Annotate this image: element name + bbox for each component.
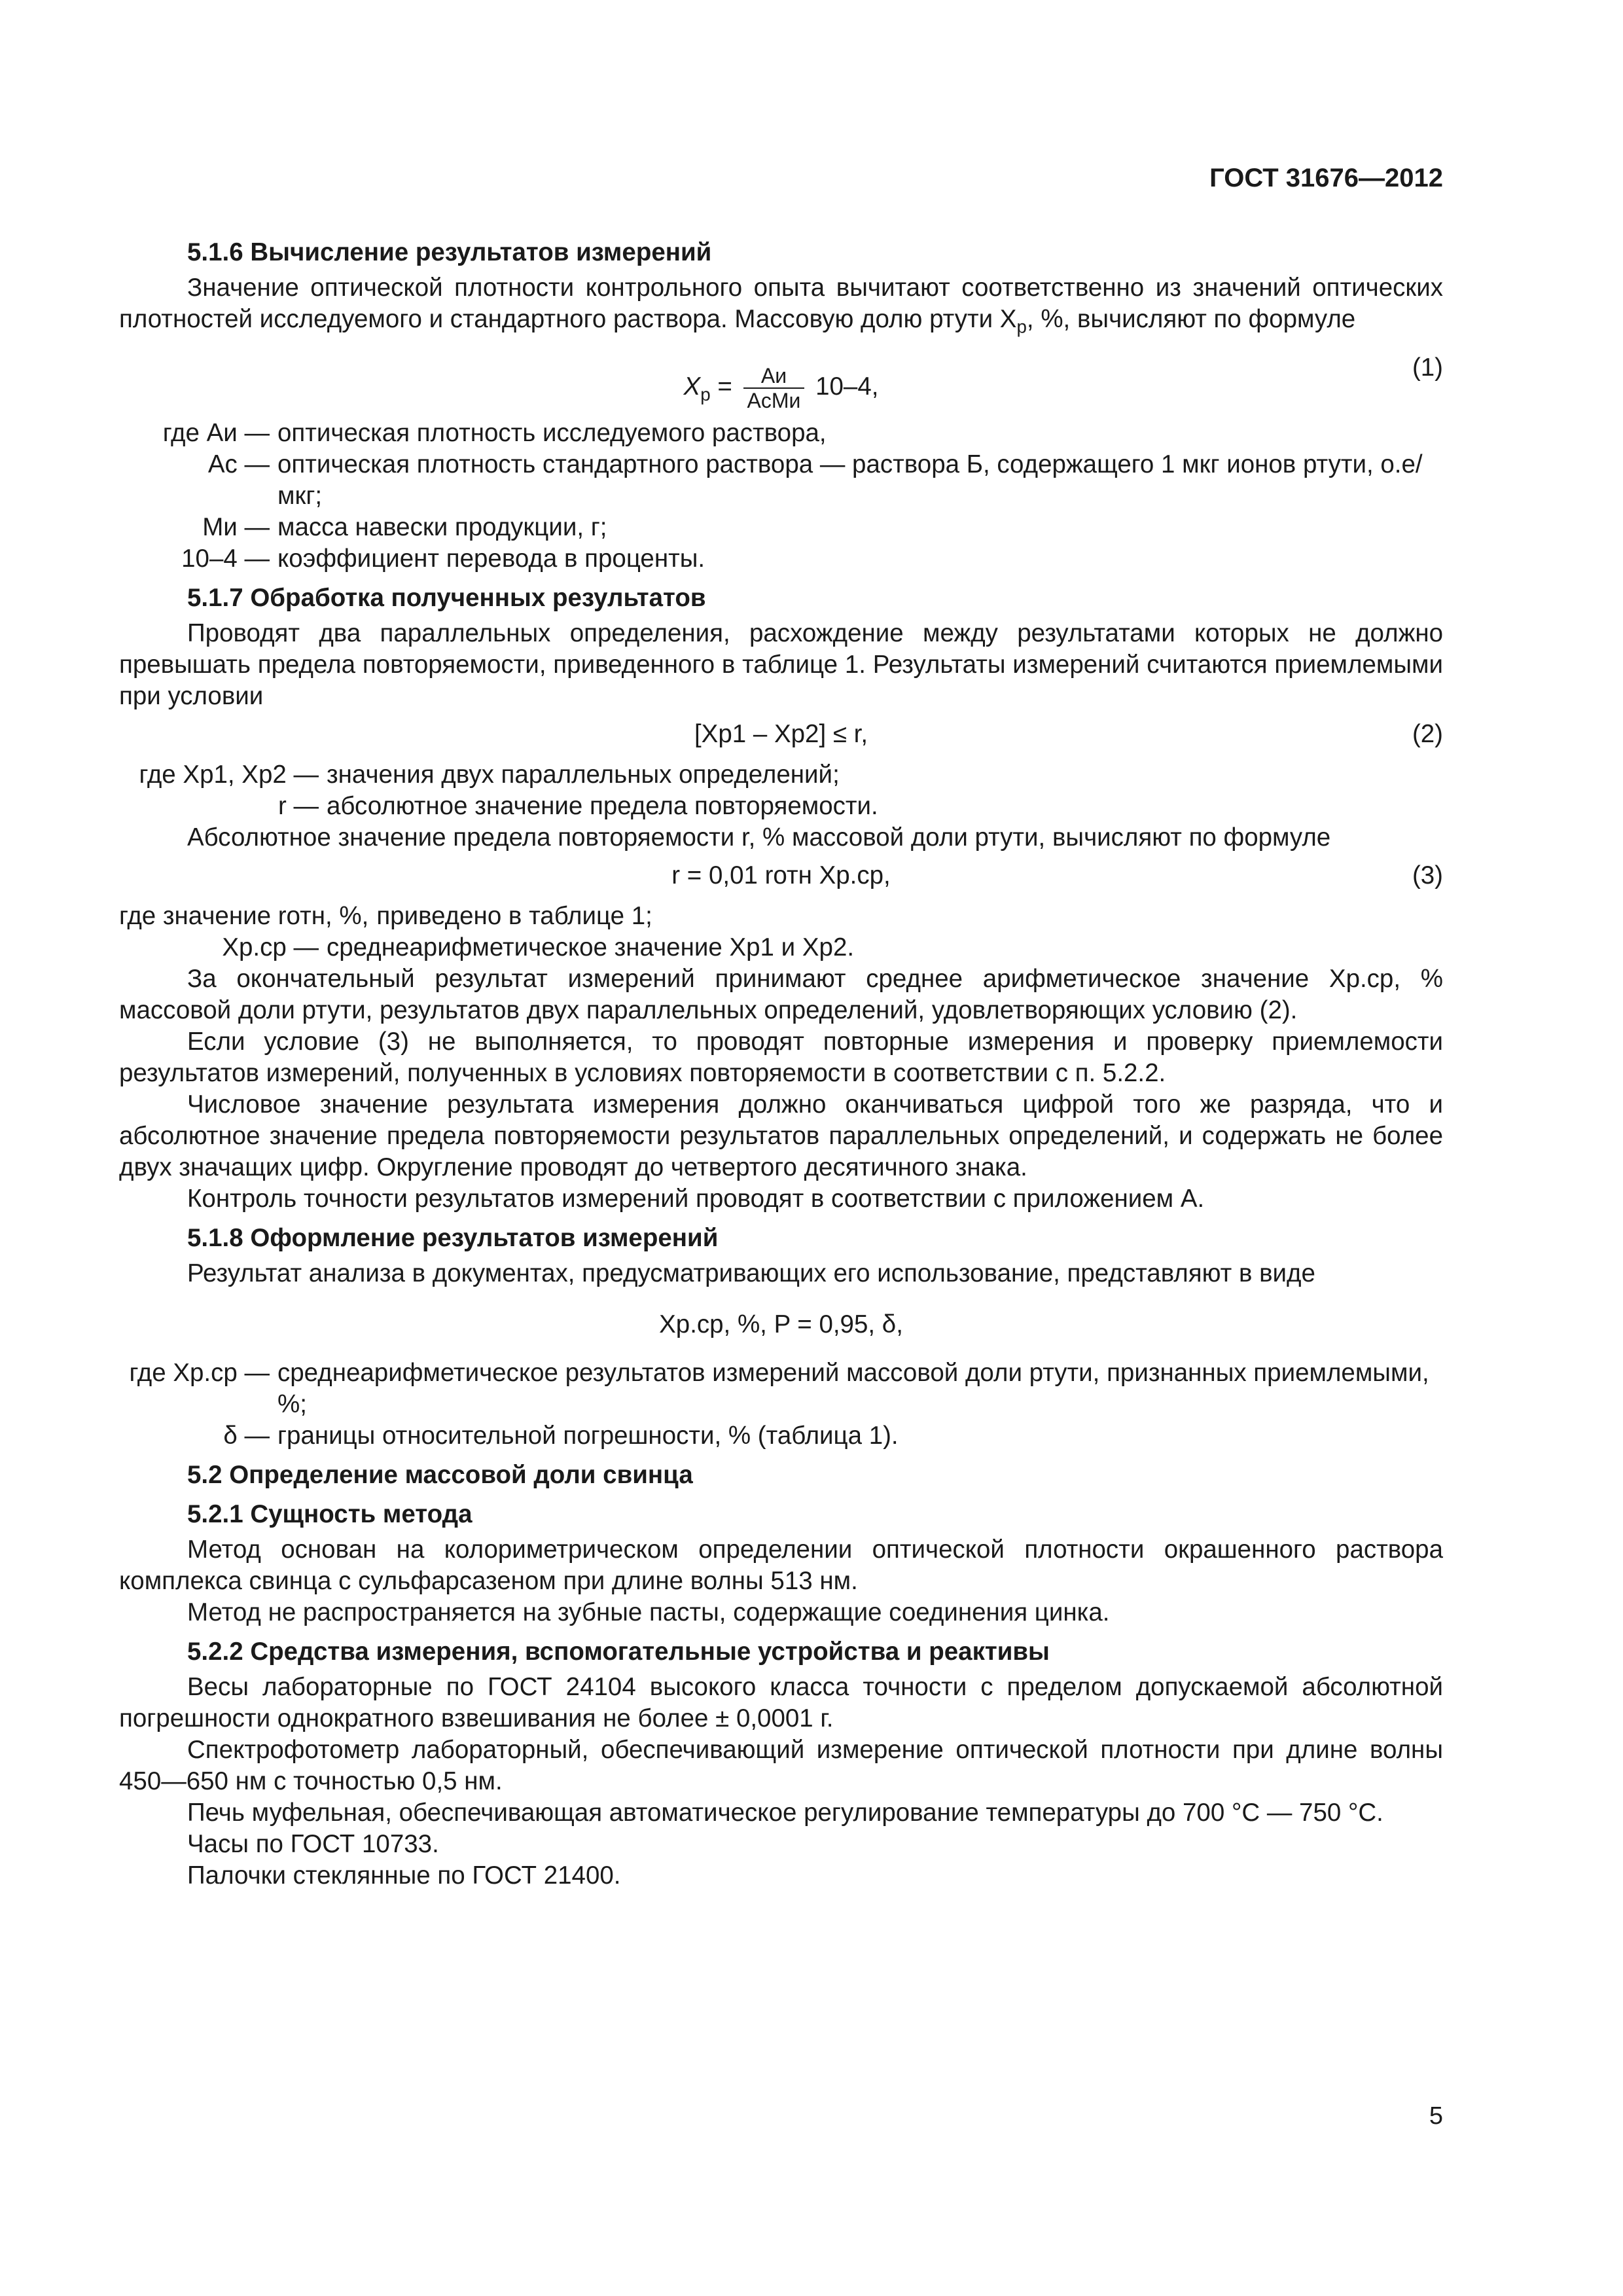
legend-symbol: Aс —: [207, 450, 270, 478]
document-header: ГОСТ 31676—2012: [1209, 164, 1443, 192]
legend-list: [119, 901, 1443, 963]
formula-tail: 10–4,: [808, 372, 879, 401]
legend-row: [119, 759, 1443, 791]
formula-2: [119, 716, 1443, 754]
paragraph: Метод основан на колориметрическом определении оптической плотности окрашенного раствора комплекса свинца с сульфарсазеном при длине волны 513 нм.: [119, 1535, 1443, 1595]
section-heading-5-1-8: 5.1.8 Оформление результатов измерений: [187, 1223, 719, 1252]
fraction-numerator: Aи: [743, 364, 805, 389]
formula-expression: r = 0,01 rотн Xр.ср,: [671, 861, 891, 889]
formula-symbol: X: [683, 372, 701, 401]
paragraph: Проводят два параллельных определения, расхождение между результатами которых не должно превышать предела повторяемости, приведенного в таблице 1. Результаты измерений считаются приемлемыми при условии: [119, 619, 1443, 710]
legend-symbol: где значение rотн, %,: [119, 901, 369, 930]
legend-description: границы относительной погрешности, % (таблица 1).: [277, 1421, 899, 1450]
paragraph: Спектрофотометр лабораторный, обеспечивающий измерение оптической плотности при длине волны 450—650 нм с точностью 0,5 нм.: [119, 1735, 1443, 1795]
legend-description: значения двух параллельных определений;: [327, 760, 840, 789]
legend-row: [119, 543, 1443, 575]
legend-row: [119, 1420, 1443, 1452]
legend-description: оптическая плотность стандартного раствора — раствора Б, содержащего 1 мкг ионов ртути, о.е/мкг;: [277, 450, 1423, 510]
section-heading-5-2-2: 5.2.2 Средства измерения, вспомогательные устройства и реактивы: [187, 1637, 1050, 1666]
legend-description: масса навески продукции, г;: [277, 512, 607, 541]
section-heading-5-1-7: 5.1.7 Обработка полученных результатов: [187, 583, 706, 612]
paragraph: Абсолютное значение предела повторяемости r, % массовой доли ртути, вычисляют по формуле: [187, 823, 1331, 852]
formula-4: [119, 1293, 1443, 1352]
legend-symbol: r —: [277, 791, 319, 820]
formula-number: (1): [1412, 353, 1443, 382]
legend-description: абсолютное значение предела повторяемости.: [327, 791, 878, 820]
paragraph: Метод не распространяется на зубные пасты, содержащие соединения цинка.: [187, 1598, 1110, 1626]
paragraph-text: , %, вычисляют по формуле: [1026, 305, 1356, 333]
paragraph: Часы по ГОСТ 10733.: [187, 1829, 439, 1858]
legend-description: среднеарифметическое результатов измерений массовой доли ртути, признанных приемлемыми, %;: [277, 1358, 1429, 1418]
legend-symbol: где Xр.ср —: [129, 1358, 270, 1387]
legend-symbol: Xр.ср —: [222, 933, 319, 961]
legend-row: [119, 1357, 1443, 1420]
legend-row: [119, 418, 1443, 449]
legend-row: [119, 932, 1443, 963]
legend-row: [119, 512, 1443, 543]
section-heading-5-1-6: 5.1.6 Вычисление результатов измерений: [187, 238, 712, 266]
section-heading-5-2-1: 5.2.1 Сущность метода: [187, 1499, 473, 1528]
subscript: р: [700, 384, 711, 404]
subscript: р: [1016, 316, 1027, 337]
formula-number: (2): [1412, 719, 1443, 748]
paragraph: [119, 272, 1443, 343]
formula-expression: Xр.ср, %, P = 0,95, δ,: [659, 1310, 903, 1338]
legend-description: приведено в таблице 1;: [376, 901, 652, 930]
paragraph: Печь муфельная, обеспечивающая автоматическое регулирование температуры до 700 °С — 750 °С.: [187, 1798, 1383, 1827]
paragraph: Палочки стеклянные по ГОСТ 21400.: [187, 1861, 621, 1890]
legend-list: [119, 1357, 1443, 1452]
formula-number: (3): [1412, 861, 1443, 889]
paragraph: Числовое значение результата измерения должно оканчиваться цифрой того же разряда, что и абсолютное значение предела повторяемости результатов параллельных определений, и содержать не более двух значащих цифр. Округление проводят до четвертого десятичного знака.: [119, 1090, 1443, 1181]
paragraph: Весы лабораторные по ГОСТ 24104 высокого класса точности с пределом допускаемой абсолютной погрешности однократного взвешивания не более ± 0,0001 г.: [119, 1672, 1443, 1732]
legend-row: [119, 791, 1443, 822]
legend-symbol: где Aи —: [162, 418, 270, 447]
legend-description: коэффициент перевода в проценты.: [277, 544, 705, 573]
fraction: [743, 364, 805, 412]
legend-symbol: где Xр1, Xр2 —: [139, 760, 319, 789]
page-number: 5: [1429, 2102, 1443, 2130]
paragraph-text: Значение оптической плотности контрольного опыта вычитают соответственно из значений оптических плотностей исследуемого и стандартного раствора. Массовую долю ртути X: [119, 274, 1443, 333]
document-body: [119, 229, 1443, 1892]
legend-symbol: Mи —: [202, 512, 270, 541]
formula-3: [119, 857, 1443, 895]
legend-list: [119, 759, 1443, 822]
legend-row: [119, 901, 1443, 932]
formula-expression: [Xр1 – Xр2] ≤ r,: [694, 719, 868, 748]
legend-description: среднеарифметическое значение Xр1 и Xр2.: [327, 933, 855, 961]
legend-row: [119, 449, 1443, 512]
formula-1: [119, 347, 1443, 412]
fraction-denominator: AсMи: [747, 388, 801, 412]
legend-list: [119, 418, 1443, 575]
paragraph: Контроль точности результатов измерений проводят в соответствии с приложением А.: [187, 1184, 1205, 1213]
paragraph: Результат анализа в документах, предусматривающих его использование, представляют в виде: [187, 1259, 1315, 1287]
formula-operator: =: [710, 372, 740, 401]
formula-expression: [119, 364, 1443, 412]
section-heading-5-2: 5.2 Определение массовой доли свинца: [187, 1460, 693, 1489]
paragraph: Если условие (3) не выполняется, то проводят повторные измерения и проверку приемлемости результатов измерений, полученных в условиях повторяемости в соответствии с п. 5.2.2.: [119, 1027, 1443, 1087]
paragraph: За окончательный результат измерений принимают среднее арифметическое значение Xр.ср, % массовой доли ртути, результатов двух параллельных определений, удовлетворяющих условию (2).: [119, 964, 1443, 1024]
legend-description: оптическая плотность исследуемого раствора,: [277, 418, 827, 447]
legend-symbol: 10–4 —: [181, 544, 270, 573]
legend-symbol: δ —: [223, 1421, 270, 1450]
